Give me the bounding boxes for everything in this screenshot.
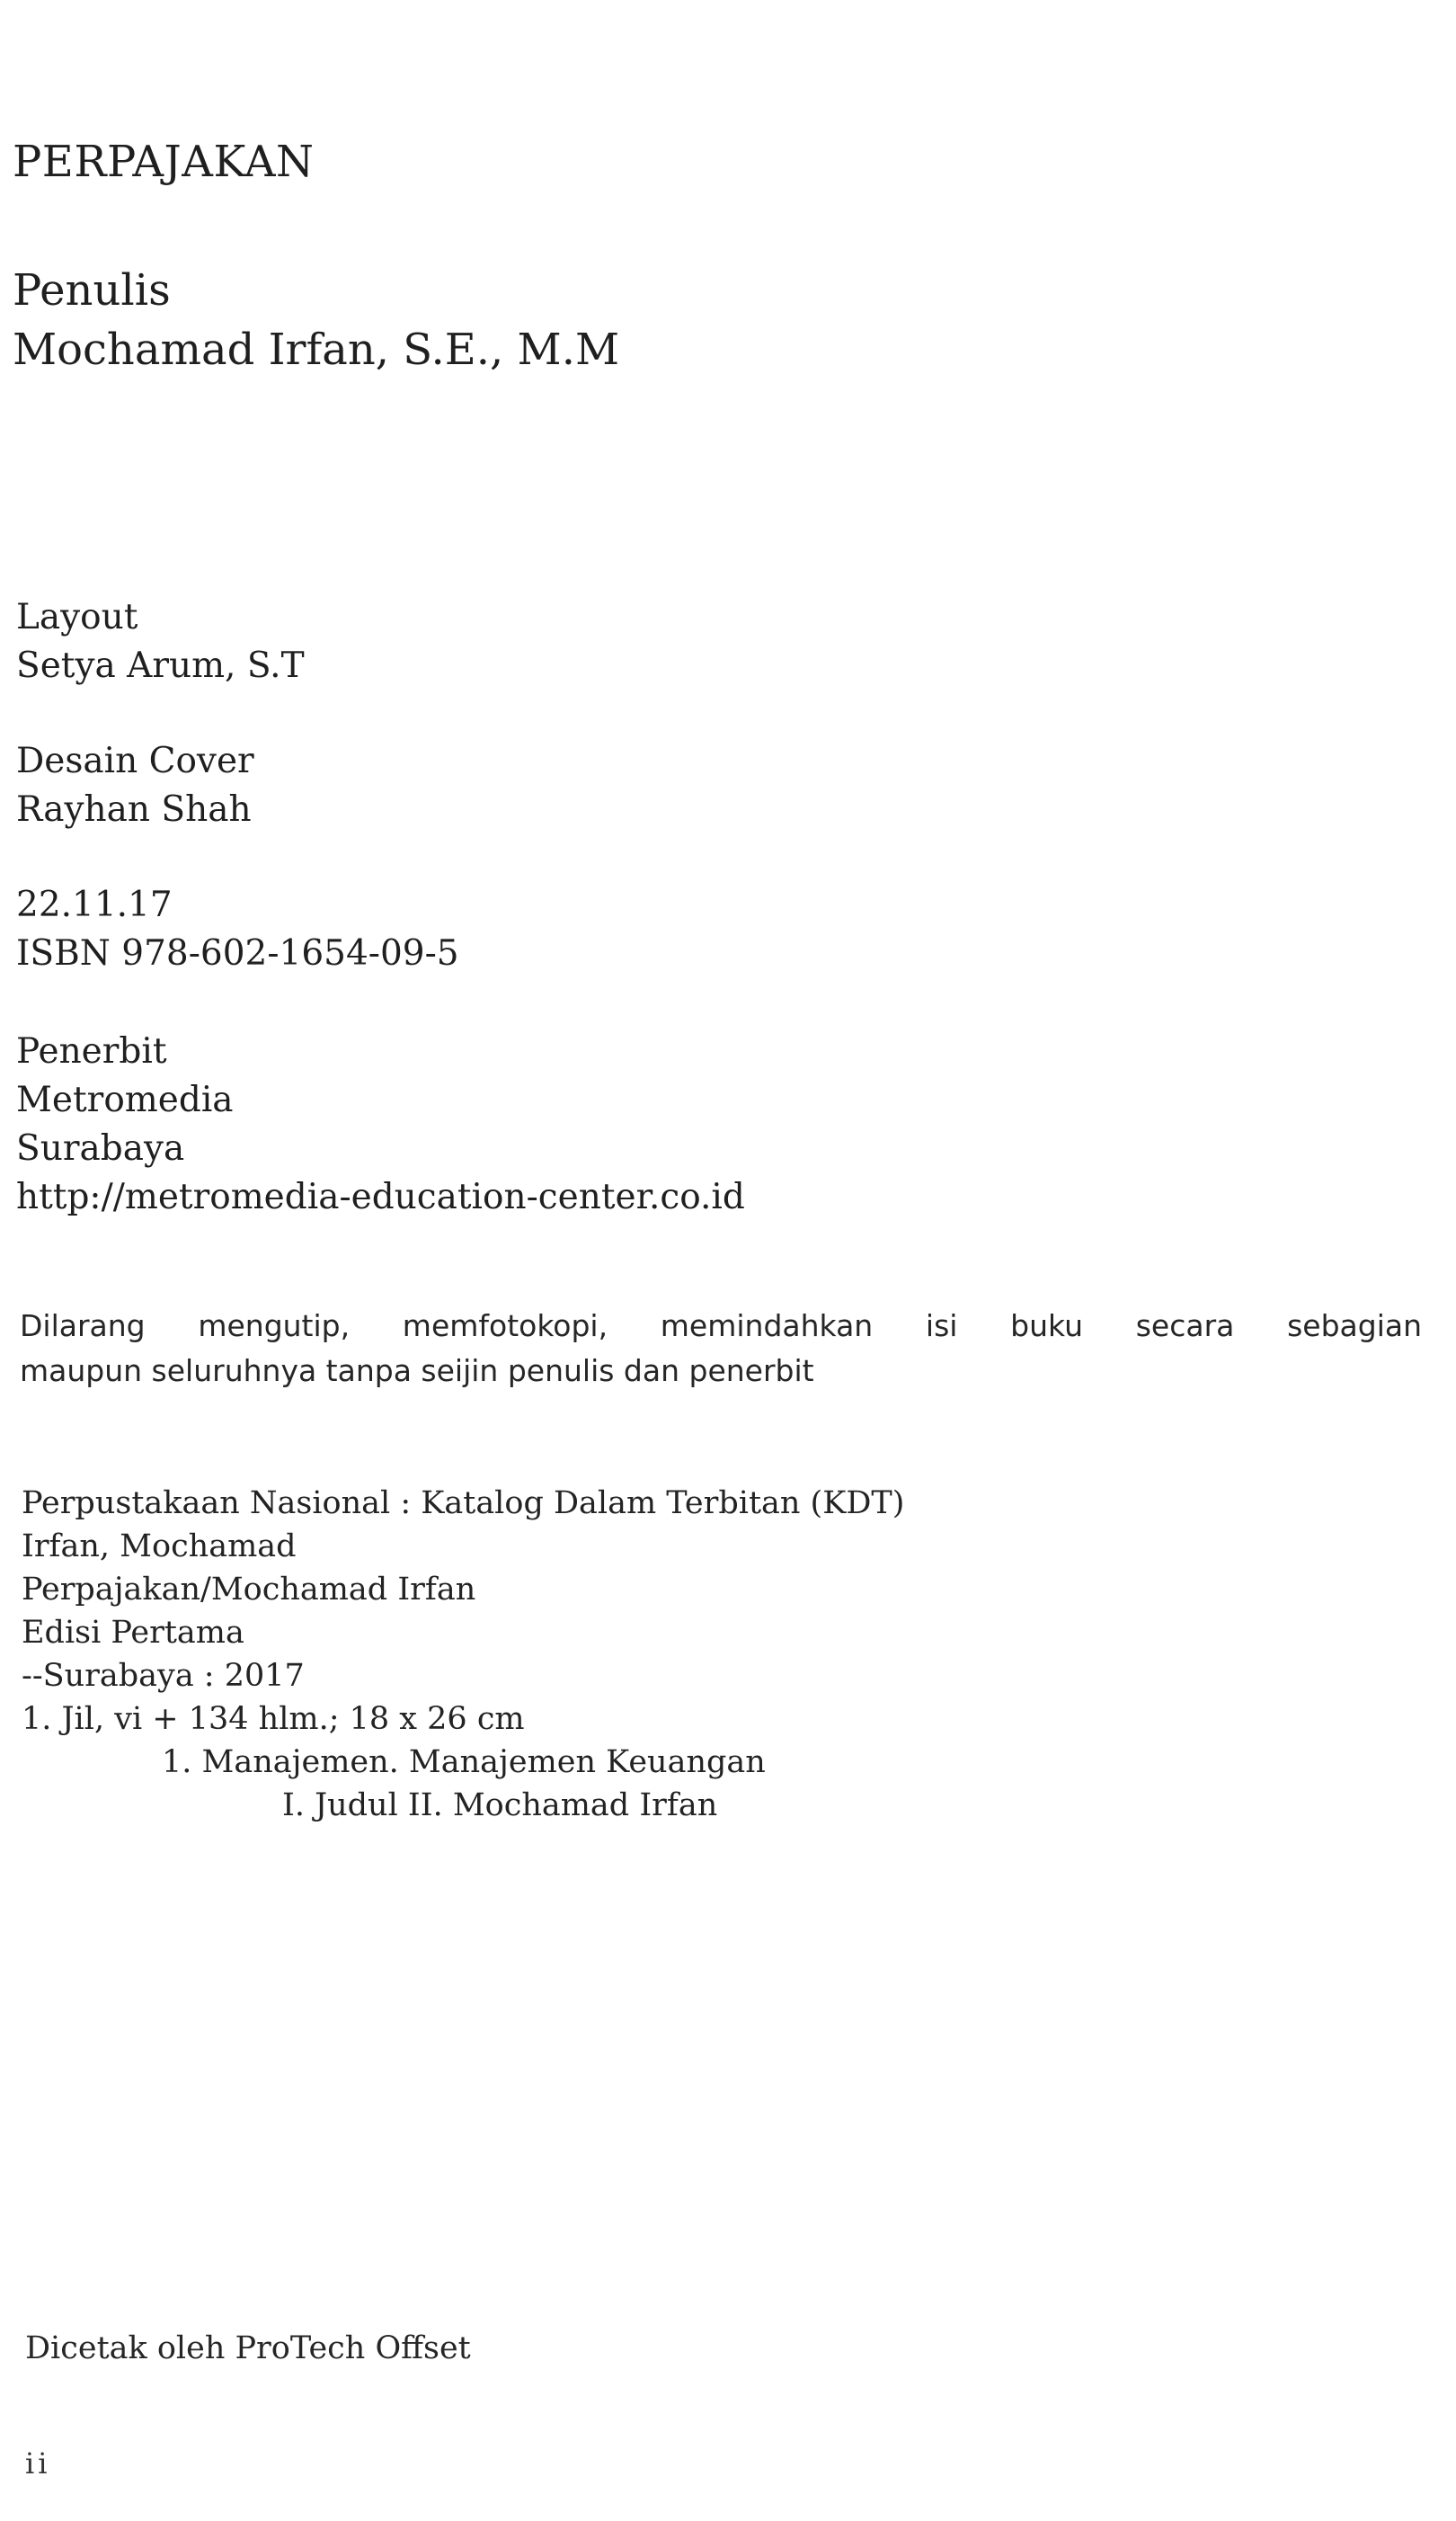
printer-credit: Dicetak oleh ProTech Offset [25,2330,471,2366]
catalog-edition: Edisi Pertama [22,1615,244,1651]
catalog-physical: 1. Jil, vi + 134 hlm.; 18 x 26 cm [22,1701,525,1737]
catalog-index-terms: I. Judul II. Mochamad Irfan [282,1787,718,1823]
author-label: Penulis [13,265,171,316]
edition-code: 22.11.17 [16,885,173,925]
author-block [13,261,619,379]
cover-design-label: Desain Cover [16,741,254,781]
catalog-in-publication [22,1482,904,1827]
page-number: ii [25,2446,51,2481]
publisher-block [16,1028,745,1222]
copyright-line-1: Dilarang mengutip, memfotokopi, memindahkan isi buku secara sebagian [20,1308,1422,1343]
catalog-heading: Perpustakaan Nasional : Katalog Dalam Terbitan (KDT) [22,1485,905,1521]
publisher-name: Metromedia [16,1080,234,1120]
isbn-block [16,881,459,978]
layout-credit [16,593,305,690]
isbn-number: ISBN 978-602-1654-09-5 [16,933,459,974]
author-name: Mochamad Irfan, S.E., M.M [13,325,620,375]
catalog-place-year: --Surabaya : 2017 [22,1658,305,1694]
catalog-author: Irfan, Mochamad [22,1528,297,1564]
catalog-subject: 1. Manajemen. Manajemen Keuangan [162,1744,766,1780]
copyright-line-2: maupun seluruhnya tanpa seijin penulis dan penerbit [20,1353,814,1388]
publisher-website: http://metromedia-education-center.co.id [16,1177,745,1217]
book-title: PERPAJAKAN [13,137,315,187]
catalog-title: Perpajakan/Mochamad Irfan [22,1572,476,1608]
cover-design-name: Rayhan Shah [16,789,252,830]
cover-design-credit [16,737,254,834]
copyright-notice [20,1304,1422,1394]
layout-label: Layout [16,597,138,637]
layout-name: Setya Arum, S.T [16,646,305,686]
publisher-city: Surabaya [16,1128,185,1169]
publisher-label: Penerbit [16,1031,167,1072]
